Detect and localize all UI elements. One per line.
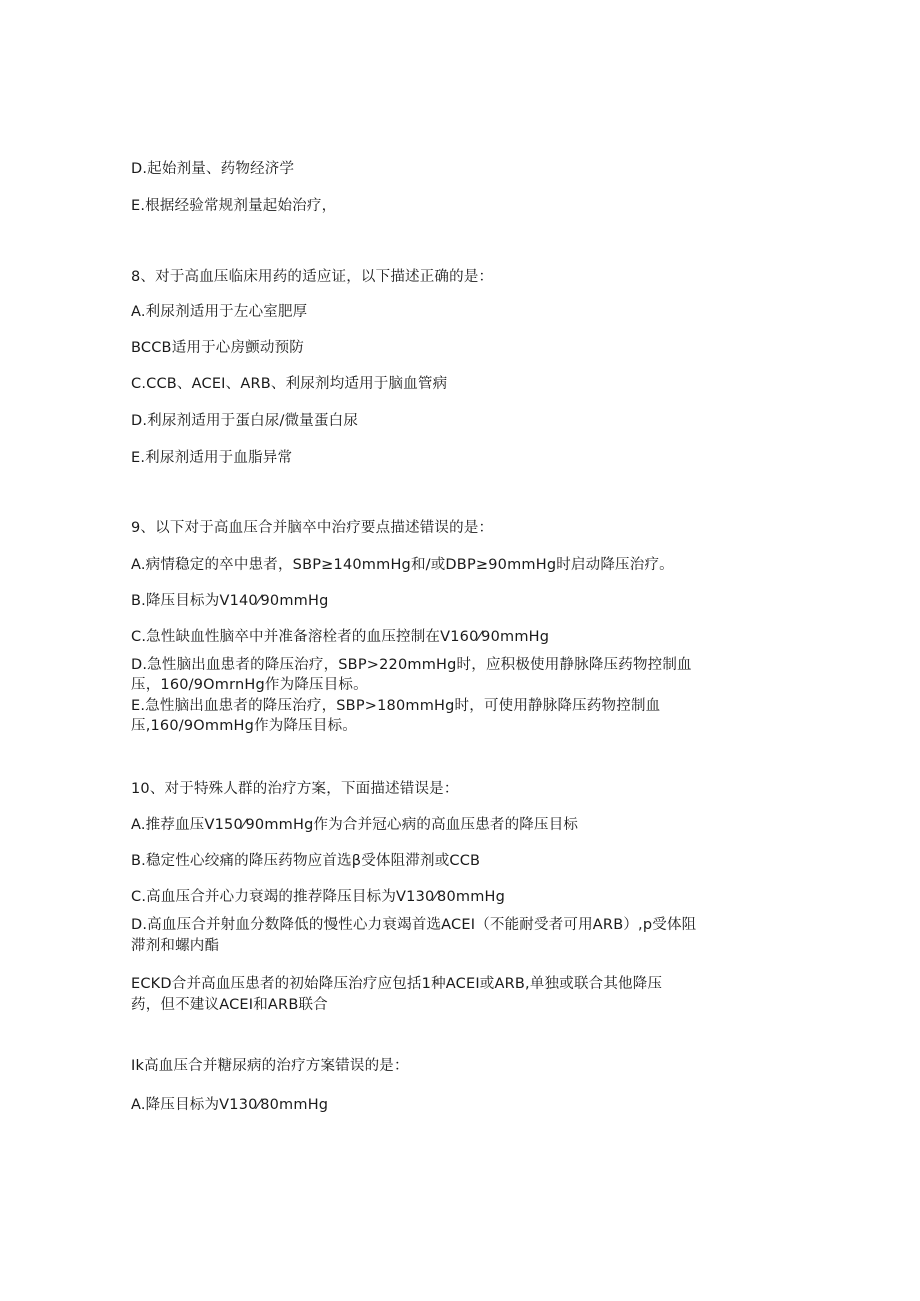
option-9d-line2: 压，160/9OmrnHg作为降压目标。: [131, 677, 368, 693]
option-8c: C.CCB、ACEI、ARB、利尿剂均适用于脑血管病: [131, 376, 448, 392]
option-8a: A.利尿剂适用于左心室肥厚: [131, 304, 308, 320]
question-10: 10、对于特殊人群的治疗方案，下面描述错误是：: [131, 781, 459, 797]
question-9: 9、以下对于高血压合并脑卒中治疗要点描述错误的是：: [131, 520, 494, 536]
question-11: Ik高血压合并糖尿病的治疗方案错误的是：: [131, 1058, 409, 1074]
option-11a: A.降压目标为V130⁄80mmHg: [131, 1097, 329, 1113]
option-7d: D.起始剂量、药物经济学: [131, 161, 295, 177]
option-10d-line1: D.高血压合并射血分数降低的慢性心力衰竭首选ACEI（不能耐受者可用ARB）,p受体阻: [131, 917, 697, 933]
option-8b: BCCB适用于心房颤动预防: [131, 340, 304, 356]
option-10a: A.推荐血压V150⁄90mmHg作为合并冠心病的高血压患者的降压目标: [131, 817, 579, 833]
option-9b: B.降压目标为V140⁄90mmHg: [131, 593, 329, 609]
option-10b: B.稳定性心绞痛的降压药物应首选β受体阻滞剂或CCB: [131, 853, 481, 869]
option-8e: E.利尿剂适用于血脂异常: [131, 450, 293, 466]
option-9d-line1: D.急性脑出血患者的降压治疗，SBP>220mmHg时，应积极使用静脉降压药物控制血: [131, 657, 692, 673]
option-9c: C.急性缺血性脑卒中并准备溶栓者的血压控制在V160⁄90mmHg: [131, 629, 550, 645]
option-9a: A.病情稳定的卒中患者，SBP≥140mmHg和/或DBP≥90mmHg时启动降压治疗。: [131, 557, 674, 573]
option-10c: C.高血压合并心力衰竭的推荐降压目标为V130⁄80mmHg: [131, 889, 506, 905]
option-10d-line2: 滞剂和螺内酯: [131, 938, 220, 954]
option-10e-line2: 药，但不建议ACEI和ARB联合: [131, 997, 328, 1013]
option-7e: E.根据经验常规剂量起始治疗，: [131, 198, 337, 214]
option-10e-line1: ECKD合并高血压患者的初始降压治疗应包括1种ACEI或ARB,单独或联合其他降压: [131, 976, 663, 992]
option-9e-line2: 压,160/9OmmHg作为降压目标。: [131, 718, 357, 734]
option-9e-line1: E.急性脑出血患者的降压治疗，SBP>180mmHg时，可使用静脉降压药物控制血: [131, 698, 661, 714]
question-8: 8、对于高血压临床用药的适应证，以下描述正确的是：: [131, 269, 494, 285]
option-8d: D.利尿剂适用于蛋白尿/微量蛋白尿: [131, 413, 359, 429]
